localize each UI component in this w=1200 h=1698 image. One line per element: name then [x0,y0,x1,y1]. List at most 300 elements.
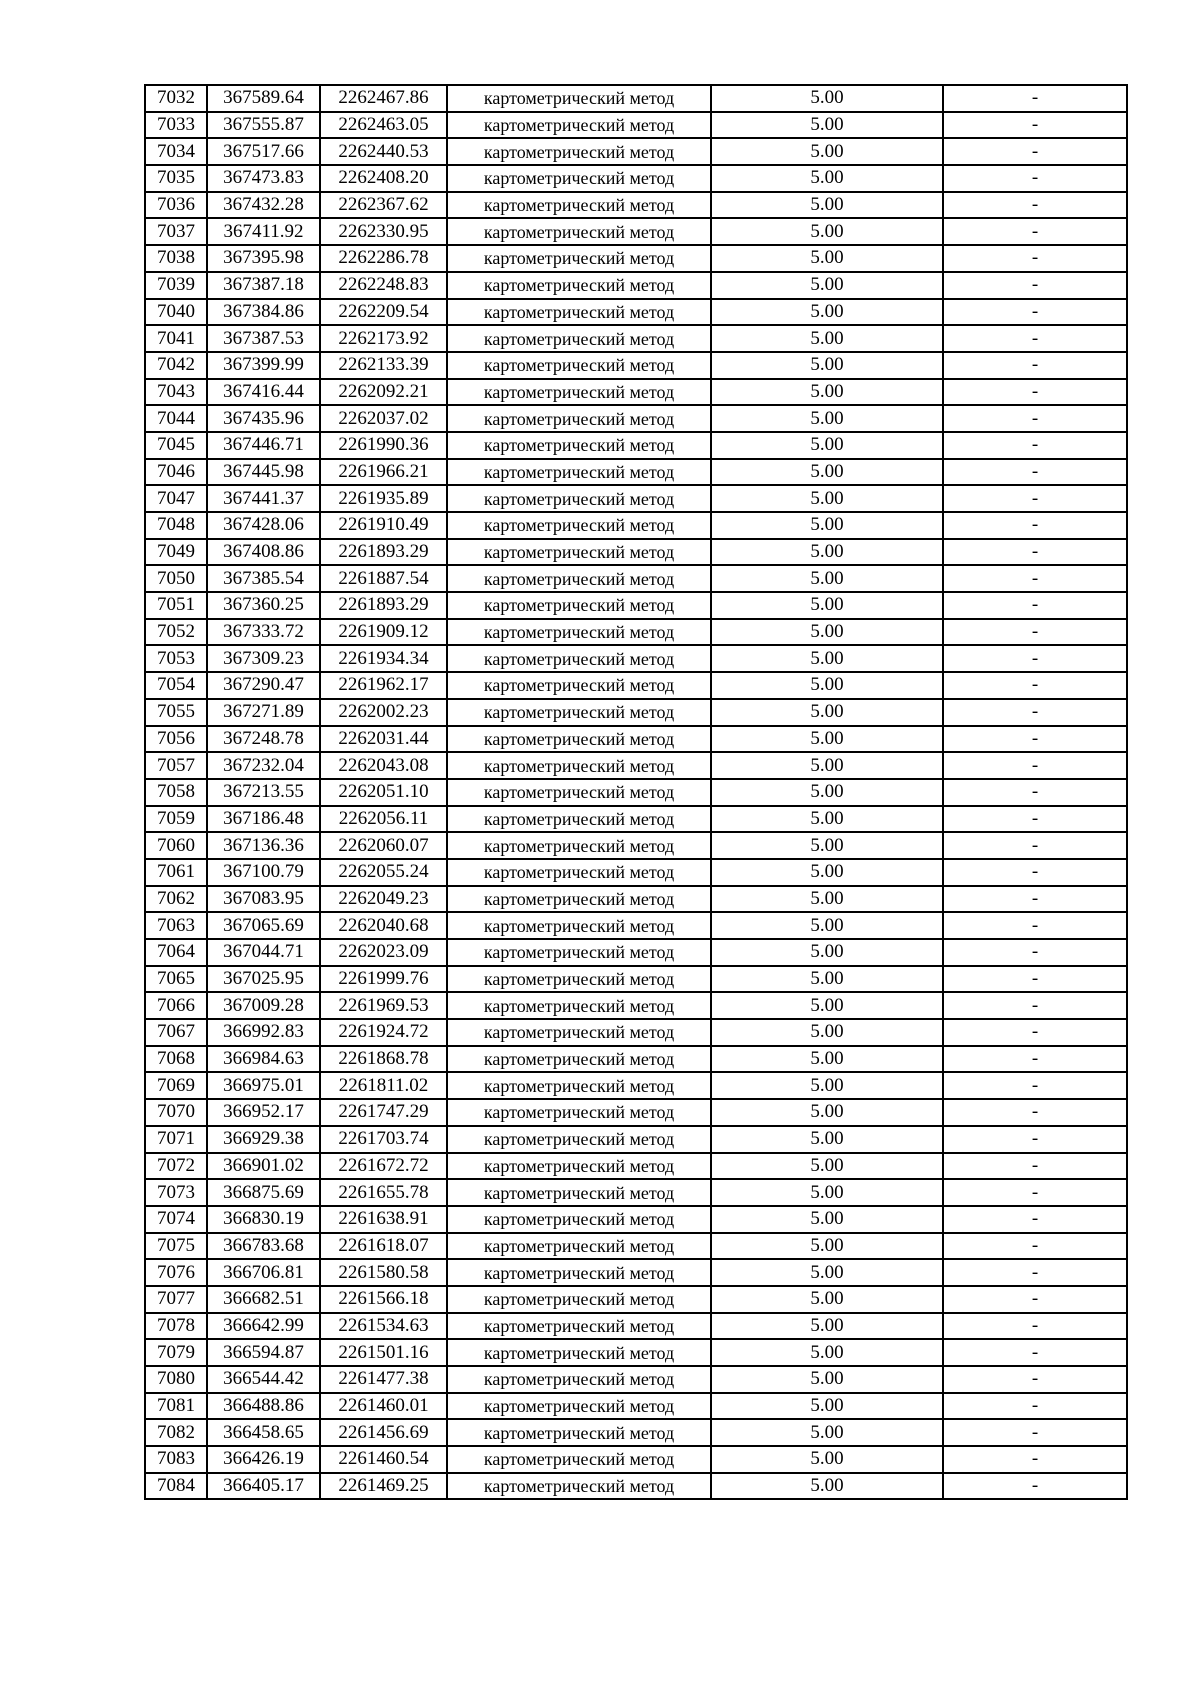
note-cell: - [943,1259,1127,1286]
x-coordinate-cell: 366458.65 [207,1419,320,1446]
method-cell: картометрический метод [447,218,711,245]
note-cell: - [943,1072,1127,1099]
table-row [145,1153,1127,1180]
note-cell: - [943,1366,1127,1393]
x-coordinate-cell: 366706.81 [207,1259,320,1286]
note-cell: - [943,672,1127,699]
method-cell: картометрический метод [447,619,711,646]
note-cell: - [943,886,1127,913]
x-coordinate-cell: 367555.87 [207,112,320,139]
y-coordinate-cell: 2261655.78 [320,1179,447,1206]
y-coordinate-cell: 2262463.05 [320,112,447,139]
y-coordinate-cell: 2262408.20 [320,165,447,192]
table-row [145,405,1127,432]
accuracy-cell: 5.00 [711,1339,943,1366]
x-coordinate-cell: 367408.86 [207,539,320,566]
note-cell: - [943,1473,1127,1500]
accuracy-cell: 5.00 [711,752,943,779]
y-coordinate-cell: 2262049.23 [320,886,447,913]
x-coordinate-cell: 366992.83 [207,1019,320,1046]
method-cell: картометрический метод [447,112,711,139]
point-number-cell: 7052 [145,619,207,646]
accuracy-cell: 5.00 [711,619,943,646]
accuracy-cell: 5.00 [711,432,943,459]
point-number-cell: 7059 [145,806,207,833]
table-row [145,992,1127,1019]
y-coordinate-cell: 2261924.72 [320,1019,447,1046]
method-cell: картометрический метод [447,645,711,672]
note-cell: - [943,912,1127,939]
accuracy-cell: 5.00 [711,832,943,859]
note-cell: - [943,1126,1127,1153]
note-cell: - [943,512,1127,539]
table-row [145,645,1127,672]
note-cell: - [943,459,1127,486]
table-row [145,1393,1127,1420]
accuracy-cell: 5.00 [711,1233,943,1260]
y-coordinate-cell: 2261935.89 [320,485,447,512]
accuracy-cell: 5.00 [711,886,943,913]
note-cell: - [943,539,1127,566]
accuracy-cell: 5.00 [711,1419,943,1446]
accuracy-cell: 5.00 [711,1313,943,1340]
table-row [145,325,1127,352]
method-cell: картометрический метод [447,1019,711,1046]
note-cell: - [943,752,1127,779]
table-row [145,752,1127,779]
table-row [145,592,1127,619]
method-cell: картометрический метод [447,752,711,779]
note-cell: - [943,806,1127,833]
table-row [145,379,1127,406]
table-row [145,806,1127,833]
y-coordinate-cell: 2261638.91 [320,1206,447,1233]
x-coordinate-cell: 366830.19 [207,1206,320,1233]
note-cell: - [943,592,1127,619]
method-cell: картометрический метод [447,485,711,512]
y-coordinate-cell: 2261501.16 [320,1339,447,1366]
table-row [145,432,1127,459]
y-coordinate-cell: 2261534.63 [320,1313,447,1340]
x-coordinate-cell: 367428.06 [207,512,320,539]
table-row [145,1072,1127,1099]
method-cell: картометрический метод [447,1259,711,1286]
table-row [145,1446,1127,1473]
point-number-cell: 7077 [145,1286,207,1313]
method-cell: картометрический метод [447,886,711,913]
method-cell: картометрический метод [447,245,711,272]
point-number-cell: 7078 [145,1313,207,1340]
table-row [145,459,1127,486]
y-coordinate-cell: 2261456.69 [320,1419,447,1446]
method-cell: картометрический метод [447,1153,711,1180]
point-number-cell: 7084 [145,1473,207,1500]
x-coordinate-cell: 366984.63 [207,1046,320,1073]
table-row [145,272,1127,299]
point-number-cell: 7063 [145,912,207,939]
y-coordinate-cell: 2262031.44 [320,726,447,753]
point-number-cell: 7055 [145,699,207,726]
accuracy-cell: 5.00 [711,565,943,592]
x-coordinate-cell: 367445.98 [207,459,320,486]
note-cell: - [943,112,1127,139]
table-row [145,112,1127,139]
x-coordinate-cell: 367333.72 [207,619,320,646]
method-cell: картометрический метод [447,1233,711,1260]
note-cell: - [943,1446,1127,1473]
x-coordinate-cell: 367100.79 [207,859,320,886]
table-row [145,1126,1127,1153]
point-number-cell: 7058 [145,779,207,806]
accuracy-cell: 5.00 [711,352,943,379]
note-cell: - [943,485,1127,512]
note-cell: - [943,1419,1127,1446]
point-number-cell: 7070 [145,1099,207,1126]
table-row [145,1366,1127,1393]
point-number-cell: 7056 [145,726,207,753]
method-cell: картометрический метод [447,1419,711,1446]
y-coordinate-cell: 2262173.92 [320,325,447,352]
table-row [145,1286,1127,1313]
method-cell: картометрический метод [447,565,711,592]
point-number-cell: 7040 [145,299,207,326]
note-cell: - [943,645,1127,672]
note-cell: - [943,966,1127,993]
accuracy-cell: 5.00 [711,85,943,112]
y-coordinate-cell: 2261990.36 [320,432,447,459]
y-coordinate-cell: 2261893.29 [320,592,447,619]
x-coordinate-cell: 367399.99 [207,352,320,379]
y-coordinate-cell: 2261910.49 [320,512,447,539]
point-number-cell: 7033 [145,112,207,139]
method-cell: картометрический метод [447,432,711,459]
y-coordinate-cell: 2261893.29 [320,539,447,566]
method-cell: картометрический метод [447,1099,711,1126]
note-cell: - [943,832,1127,859]
y-coordinate-cell: 2261962.17 [320,672,447,699]
table-row [145,619,1127,646]
table-row [145,966,1127,993]
accuracy-cell: 5.00 [711,299,943,326]
x-coordinate-cell: 367385.54 [207,565,320,592]
x-coordinate-cell: 366901.02 [207,1153,320,1180]
method-cell: картометрический метод [447,1313,711,1340]
point-number-cell: 7032 [145,85,207,112]
point-number-cell: 7037 [145,218,207,245]
note-cell: - [943,379,1127,406]
table-row [145,485,1127,512]
point-number-cell: 7045 [145,432,207,459]
note-cell: - [943,1286,1127,1313]
note-cell: - [943,218,1127,245]
note-cell: - [943,699,1127,726]
method-cell: картометрический метод [447,939,711,966]
point-number-cell: 7047 [145,485,207,512]
table-row [145,726,1127,753]
point-number-cell: 7035 [145,165,207,192]
method-cell: картометрический метод [447,592,711,619]
accuracy-cell: 5.00 [711,1473,943,1500]
accuracy-cell: 5.00 [711,138,943,165]
x-coordinate-cell: 367435.96 [207,405,320,432]
x-coordinate-cell: 367271.89 [207,699,320,726]
y-coordinate-cell: 2262043.08 [320,752,447,779]
note-cell: - [943,1099,1127,1126]
y-coordinate-cell: 2262092.21 [320,379,447,406]
table-row [145,512,1127,539]
note-cell: - [943,1313,1127,1340]
accuracy-cell: 5.00 [711,992,943,1019]
accuracy-cell: 5.00 [711,1446,943,1473]
point-number-cell: 7082 [145,1419,207,1446]
accuracy-cell: 5.00 [711,218,943,245]
accuracy-cell: 5.00 [711,672,943,699]
method-cell: картометрический метод [447,779,711,806]
point-number-cell: 7068 [145,1046,207,1073]
y-coordinate-cell: 2262209.54 [320,299,447,326]
note-cell: - [943,299,1127,326]
point-number-cell: 7043 [145,379,207,406]
point-number-cell: 7060 [145,832,207,859]
x-coordinate-cell: 367473.83 [207,165,320,192]
table-row [145,939,1127,966]
note-cell: - [943,779,1127,806]
y-coordinate-cell: 2261966.21 [320,459,447,486]
point-number-cell: 7069 [145,1072,207,1099]
table-row [145,1046,1127,1073]
accuracy-cell: 5.00 [711,539,943,566]
method-cell: картометрический метод [447,325,711,352]
method-cell: картометрический метод [447,912,711,939]
y-coordinate-cell: 2261934.34 [320,645,447,672]
point-number-cell: 7042 [145,352,207,379]
table-row [145,218,1127,245]
table-row [145,912,1127,939]
point-number-cell: 7054 [145,672,207,699]
note-cell: - [943,1153,1127,1180]
accuracy-cell: 5.00 [711,112,943,139]
table-row [145,1313,1127,1340]
y-coordinate-cell: 2261469.25 [320,1473,447,1500]
method-cell: картометрический метод [447,299,711,326]
point-number-cell: 7064 [145,939,207,966]
accuracy-cell: 5.00 [711,779,943,806]
accuracy-cell: 5.00 [711,379,943,406]
note-cell: - [943,859,1127,886]
x-coordinate-cell: 366642.99 [207,1313,320,1340]
note-cell: - [943,1019,1127,1046]
x-coordinate-cell: 366426.19 [207,1446,320,1473]
note-cell: - [943,85,1127,112]
point-number-cell: 7081 [145,1393,207,1420]
x-coordinate-cell: 367432.28 [207,192,320,219]
method-cell: картометрический метод [447,272,711,299]
accuracy-cell: 5.00 [711,1366,943,1393]
note-cell: - [943,565,1127,592]
y-coordinate-cell: 2261566.18 [320,1286,447,1313]
accuracy-cell: 5.00 [711,325,943,352]
table-row [145,859,1127,886]
note-cell: - [943,1179,1127,1206]
x-coordinate-cell: 367411.92 [207,218,320,245]
accuracy-cell: 5.00 [711,245,943,272]
note-cell: - [943,325,1127,352]
x-coordinate-cell: 366405.17 [207,1473,320,1500]
table-row [145,1259,1127,1286]
accuracy-cell: 5.00 [711,1153,943,1180]
y-coordinate-cell: 2261477.38 [320,1366,447,1393]
accuracy-cell: 5.00 [711,1206,943,1233]
accuracy-cell: 5.00 [711,485,943,512]
method-cell: картометрический метод [447,859,711,886]
table-row [145,165,1127,192]
table-row [145,192,1127,219]
x-coordinate-cell: 367416.44 [207,379,320,406]
y-coordinate-cell: 2262051.10 [320,779,447,806]
x-coordinate-cell: 366975.01 [207,1072,320,1099]
x-coordinate-cell: 367290.47 [207,672,320,699]
method-cell: картометрический метод [447,699,711,726]
accuracy-cell: 5.00 [711,165,943,192]
y-coordinate-cell: 2262440.53 [320,138,447,165]
method-cell: картометрический метод [447,379,711,406]
point-number-cell: 7080 [145,1366,207,1393]
note-cell: - [943,192,1127,219]
accuracy-cell: 5.00 [711,272,943,299]
method-cell: картометрический метод [447,165,711,192]
method-cell: картометрический метод [447,405,711,432]
y-coordinate-cell: 2262037.02 [320,405,447,432]
note-cell: - [943,272,1127,299]
point-number-cell: 7062 [145,886,207,913]
y-coordinate-cell: 2261811.02 [320,1072,447,1099]
x-coordinate-cell: 366783.68 [207,1233,320,1260]
x-coordinate-cell: 367309.23 [207,645,320,672]
accuracy-cell: 5.00 [711,859,943,886]
accuracy-cell: 5.00 [711,459,943,486]
point-number-cell: 7075 [145,1233,207,1260]
point-number-cell: 7076 [145,1259,207,1286]
y-coordinate-cell: 2261703.74 [320,1126,447,1153]
coordinates-table [144,84,1128,1500]
method-cell: картометрический метод [447,85,711,112]
method-cell: картометрический метод [447,1473,711,1500]
accuracy-cell: 5.00 [711,1259,943,1286]
point-number-cell: 7072 [145,1153,207,1180]
y-coordinate-cell: 2262002.23 [320,699,447,726]
accuracy-cell: 5.00 [711,405,943,432]
point-number-cell: 7041 [145,325,207,352]
note-cell: - [943,1046,1127,1073]
x-coordinate-cell: 366929.38 [207,1126,320,1153]
point-number-cell: 7036 [145,192,207,219]
note-cell: - [943,1393,1127,1420]
table-row [145,138,1127,165]
accuracy-cell: 5.00 [711,645,943,672]
y-coordinate-cell: 2261969.53 [320,992,447,1019]
method-cell: картометрический метод [447,138,711,165]
method-cell: картометрический метод [447,1179,711,1206]
accuracy-cell: 5.00 [711,1126,943,1153]
point-number-cell: 7071 [145,1126,207,1153]
x-coordinate-cell: 366952.17 [207,1099,320,1126]
x-coordinate-cell: 366594.87 [207,1339,320,1366]
method-cell: картометрический метод [447,192,711,219]
accuracy-cell: 5.00 [711,726,943,753]
point-number-cell: 7079 [145,1339,207,1366]
method-cell: картометрический метод [447,1286,711,1313]
method-cell: картометрический метод [447,966,711,993]
point-number-cell: 7038 [145,245,207,272]
table-row [145,779,1127,806]
x-coordinate-cell: 367441.37 [207,485,320,512]
point-number-cell: 7067 [145,1019,207,1046]
method-cell: картометрический метод [447,1393,711,1420]
accuracy-cell: 5.00 [711,1179,943,1206]
x-coordinate-cell: 366488.86 [207,1393,320,1420]
y-coordinate-cell: 2262133.39 [320,352,447,379]
x-coordinate-cell: 367387.18 [207,272,320,299]
point-number-cell: 7073 [145,1179,207,1206]
y-coordinate-cell: 2261460.54 [320,1446,447,1473]
method-cell: картометрический метод [447,539,711,566]
table-row [145,886,1127,913]
table-row [145,1339,1127,1366]
x-coordinate-cell: 367387.53 [207,325,320,352]
y-coordinate-cell: 2261909.12 [320,619,447,646]
table-row [145,1019,1127,1046]
point-number-cell: 7053 [145,645,207,672]
y-coordinate-cell: 2261672.72 [320,1153,447,1180]
x-coordinate-cell: 367083.95 [207,886,320,913]
y-coordinate-cell: 2262023.09 [320,939,447,966]
y-coordinate-cell: 2261999.76 [320,966,447,993]
note-cell: - [943,432,1127,459]
method-cell: картометрический метод [447,1206,711,1233]
point-number-cell: 7074 [145,1206,207,1233]
accuracy-cell: 5.00 [711,806,943,833]
x-coordinate-cell: 367065.69 [207,912,320,939]
accuracy-cell: 5.00 [711,592,943,619]
method-cell: картометрический метод [447,992,711,1019]
point-number-cell: 7039 [145,272,207,299]
note-cell: - [943,992,1127,1019]
x-coordinate-cell: 367232.04 [207,752,320,779]
y-coordinate-cell: 2261580.58 [320,1259,447,1286]
method-cell: картометрический метод [447,1046,711,1073]
method-cell: картометрический метод [447,512,711,539]
point-number-cell: 7057 [145,752,207,779]
method-cell: картометрический метод [447,1366,711,1393]
method-cell: картометрический метод [447,1339,711,1366]
y-coordinate-cell: 2261618.07 [320,1233,447,1260]
x-coordinate-cell: 367384.86 [207,299,320,326]
point-number-cell: 7050 [145,565,207,592]
note-cell: - [943,245,1127,272]
method-cell: картометрический метод [447,1446,711,1473]
table-row [145,1206,1127,1233]
y-coordinate-cell: 2261868.78 [320,1046,447,1073]
accuracy-cell: 5.00 [711,512,943,539]
accuracy-cell: 5.00 [711,1072,943,1099]
table-row [145,832,1127,859]
y-coordinate-cell: 2262055.24 [320,859,447,886]
table-row [145,352,1127,379]
note-cell: - [943,726,1127,753]
x-coordinate-cell: 367589.64 [207,85,320,112]
y-coordinate-cell: 2262040.68 [320,912,447,939]
x-coordinate-cell: 367446.71 [207,432,320,459]
